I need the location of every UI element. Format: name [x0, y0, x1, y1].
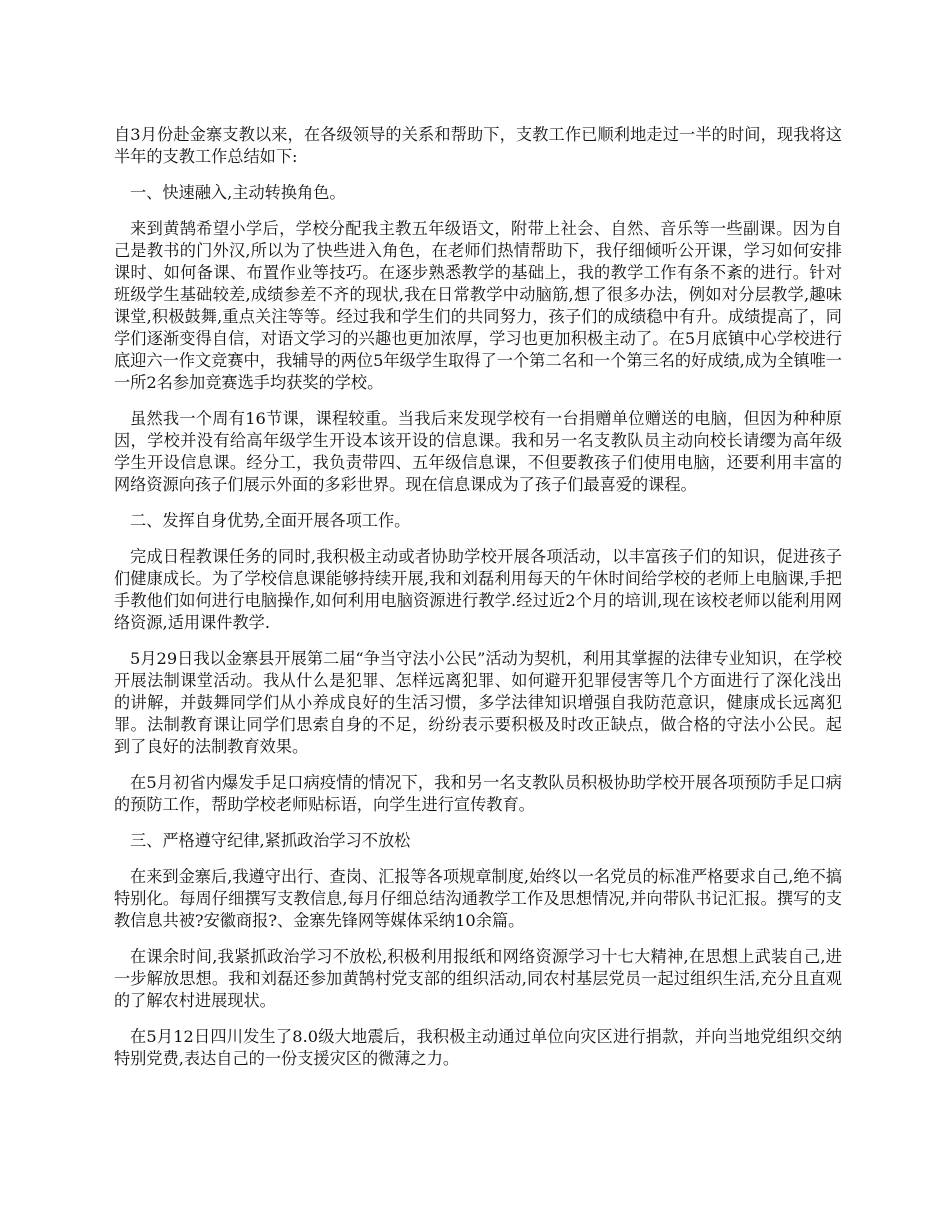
- section-heading-3: 三、严格遵守纪律,紧抓政治学习不放松: [130, 831, 411, 850]
- body-paragraph: 来到黄鹄希望小学后，学校分配我主教五年级语文，附带上社会、自然、音乐等一些副课。因为自己是教书的门外汉,所以为了快些进入角色，在老师们热情帮助下，我仔细倾听公开课，学习如何安排课时、如何备课、布置作业等技巧。在逐步熟悉教学的基础上，我的教学工作有条不紊的进行。针对班级学生基础较差,成绩参差不齐的现状,我在日常教学中动脑筋,想了很多办法，例如对分层教学,趣味课堂,积极鼓舞,重点关注等等。经过我和学生们的共同努力，孩子们的成绩稳中有升。成绩提高了，同学们逐渐变得自信，对语文学习的兴趣也更加浓厚，学习也更加积极主动了。在5月底镇中心学校进行底迎六一作文竞赛中，我辅导的两位5年级学生取得了一个第二名和一个第三名的好成绩,成为全镇唯一一所2名参加竞赛选手均获奖的学校。: [114, 219, 842, 392]
- section-heading-2: 二、发挥自身优势,全面开展各项工作。: [130, 511, 411, 530]
- intro-paragraph: 自3月份赴金寨支教以来，在各级领导的关系和帮助下，支教工作已顺利地走过一半的时间，现我将这半年的支教工作总结如下:: [114, 125, 842, 166]
- body-paragraph: 在课余时间,我紧抓政治学习不放松,积极利用报纸和网络资源学习十七大精神,在思想上武装自己,进一步解放思想。我和刘磊还参加黄鹄村党支部的组织活动,同农村基层党员一起过组织生活,充分且直观的了解农村进展现状。: [114, 947, 842, 1010]
- document-body: [114, 124, 842, 1070]
- body-paragraph: 在5月初省内爆发手足口病疫情的情况下，我和另一名支教队员积极协助学校开展各项预防手足口病的预防工作，帮助学校老师贴标语，向学生进行宣传教育。: [114, 773, 842, 814]
- body-paragraph: 虽然我一个周有16节课，课程较重。当我后来发现学校有一台捐赠单位赠送的电脑，但因为种种原因，学校并没有给高年级学生开设本该开设的信息课。我和另一名支教队员主动向校长请缨为高年级学生开设信息课。经分工，我负责带四、五年级信息课，不但要教孩子们使用电脑，还要利用丰富的网络资源向孩子们展示外面的多彩世界。现在信息课成为了孩子们最喜爱的课程。: [114, 409, 842, 494]
- section-heading-1: 一、快速融入,主动转换角色。: [130, 183, 346, 202]
- body-paragraph: 在来到金寨后,我遵守出行、查岗、汇报等各项规章制度,始终以一名党员的标准严格要求自己,绝不搞特别化。每周仔细撰写支教信息,每月仔细总结沟通教学工作及思想情况,并向带队书记汇报。撰写的支教信息共被?安徽商报?、金寨先锋网等媒体采纳10余篇。: [114, 867, 842, 930]
- body-paragraph: 完成日程教课任务的同时,我积极主动或者协助学校开展各项活动，以丰富孩子们的知识，促进孩子们健康成长。为了学校信息课能够持续开展,我和刘磊利用每天的午休时间给学校的老师上电脑课,手把手教他们如何进行电脑操作,如何利用电脑资源进行教学.经过近2个月的培训,现在该校老师以能利用网络资源,适用课件教学.: [114, 547, 842, 632]
- body-paragraph: 5月29日我以金寨县开展第二届“争当守法小公民”活动为契机，利用其掌握的法律专业知识，在学校开展法制课堂活动。我从什么是犯罪、怎样远离犯罪、如何避开犯罪侵害等几个方面进行了深化浅出的讲解，并鼓舞同学们从小养成良好的生活习惯，多学法律知识增强自我防范意识，健康成长远离犯罪。法制教育课让同学们思索自身的不足，纷纷表示要积极及时改正缺点，做合格的守法小公民。起到了良好的法制教育效果。: [114, 649, 842, 756]
- body-paragraph: 在5月12日四川发生了8.0级大地震后，我积极主动通过单位向灾区进行捐款，并向当地党组织交纳特别党费,表达自己的一份支援灾区的微薄之力。: [114, 1027, 842, 1068]
